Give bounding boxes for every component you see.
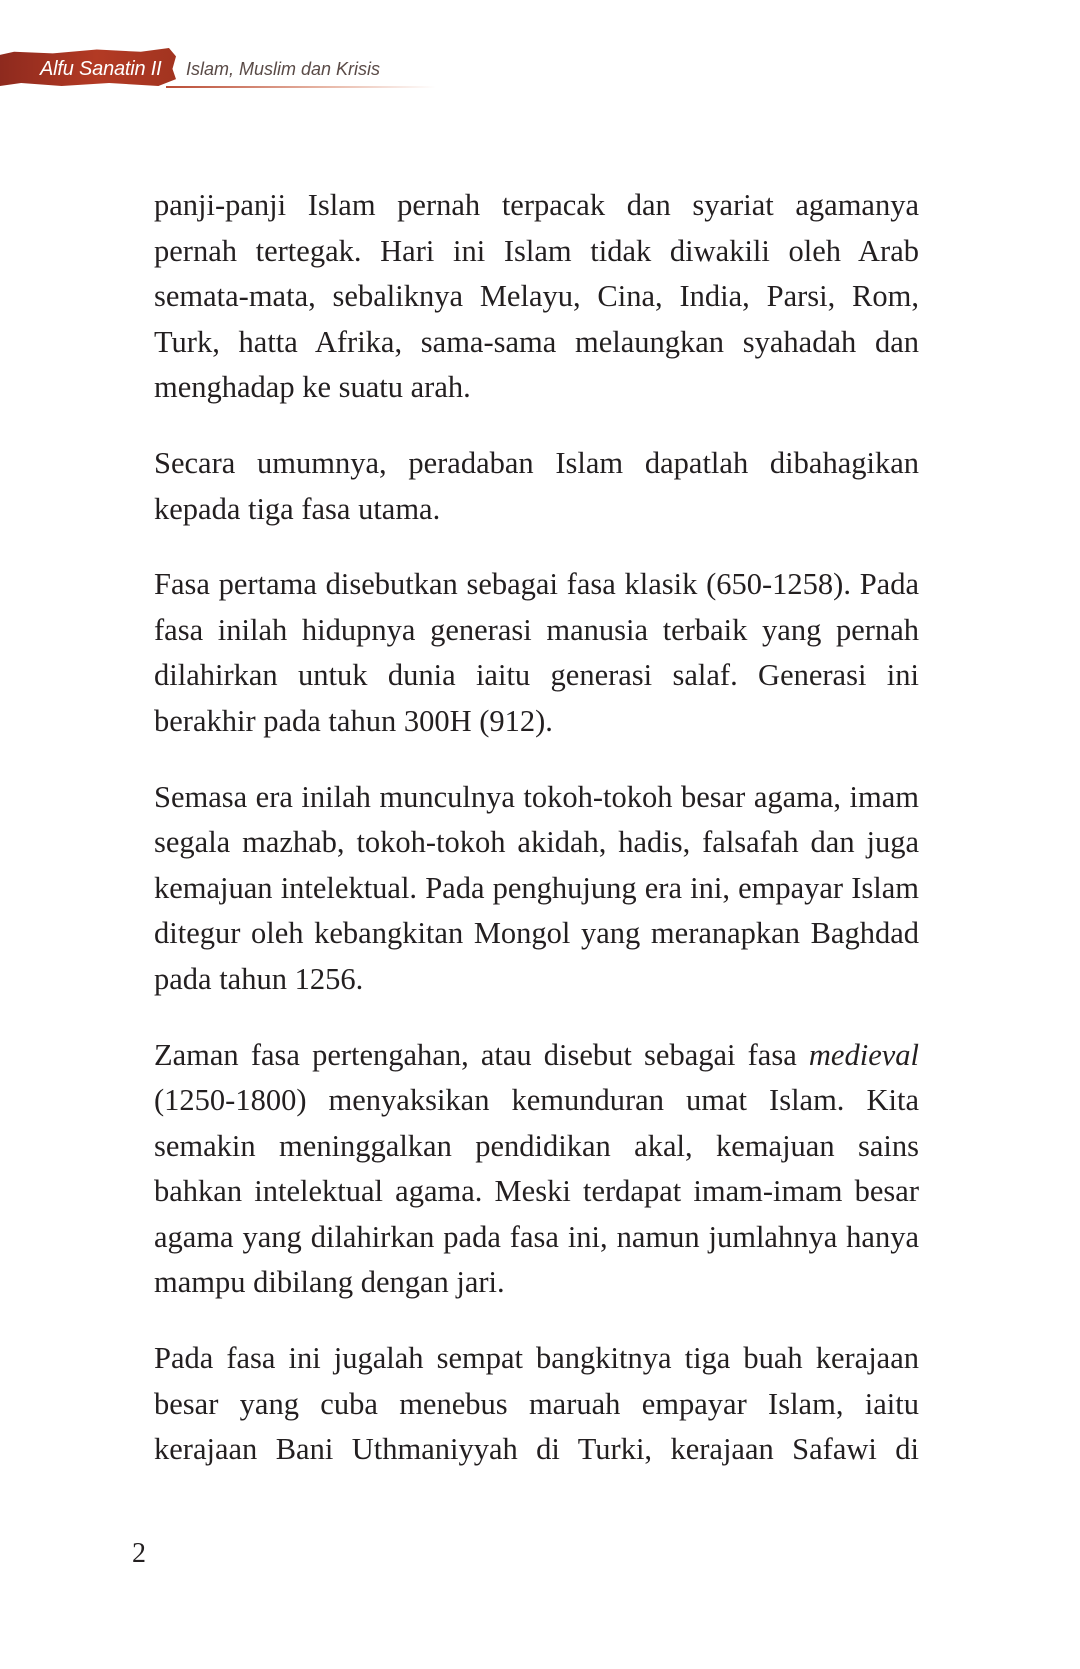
paragraph-text: (1250-1800) menyaksikan kemunduran umat Islam. Kita semakin meninggalkan pendidikan akal, kemajuan sains bahkan intelektual agama. Meski terdapat imam-imam besar agama yang dilahirkan pada fasa ini, namun jumlahnya hanya mampu dibilang dengan jari. xyxy=(154,1083,919,1300)
page-number: 2 xyxy=(132,1538,146,1569)
paragraph xyxy=(154,1033,919,1307)
book-subtitle: Islam, Muslim dan Krisis xyxy=(186,59,381,79)
book-series-title: Alfu Sanatin II xyxy=(40,58,162,80)
paragraph: panji-panji Islam pernah terpacak dan syariat agamanya pernah tertegak. Hari ini Islam tidak diwakili oleh Arab semata-mata, sebaliknya Melayu, Cina, India, Parsi, Rom, Turk, hatta Afrika, sama-sama melaungkan syahadah dan menghadap ke suatu arah. xyxy=(154,188,919,405)
paragraph: Fasa pertama disebutkan sebagai fasa klasik (650-1258). Pada fasa inilah hidupnya generasi manusia terbaik yang pernah dilahirkan untuk dunia iaitu generasi salaf. Generasi ini berakhir pada tahun 300H (912). xyxy=(154,567,919,738)
header-rule xyxy=(166,86,436,88)
paragraph: Semasa era inilah munculnya tokoh-tokoh besar agama, imam segala mazhab, tokoh-tokoh akidah, hadis, falsafah dan juga kemajuan intelektual. Pada penghujung era ini, empayar Islam ditegur oleh kebangkitan Mongol yang meranapkan Baghdad pada tahun 1256. xyxy=(154,779,919,996)
paragraph: Secara umumnya, peradaban Islam dapatlah dibahagikan kepada tiga fasa utama. xyxy=(154,445,919,526)
paragraph-text: Zaman fasa pertengahan, atau disebut sebagai fasa xyxy=(154,1037,809,1072)
paragraph: Pada fasa ini jugalah sempat bangkitnya tiga buah kerajaan besar yang cuba menebus maruah empayar Islam, iaitu kerajaan Bani Uthmaniyyah di Turki, kerajaan Safawi di xyxy=(154,1341,919,1467)
emphasis-text: medieval xyxy=(808,1037,919,1072)
body-text xyxy=(154,183,919,1473)
running-header xyxy=(0,44,440,88)
